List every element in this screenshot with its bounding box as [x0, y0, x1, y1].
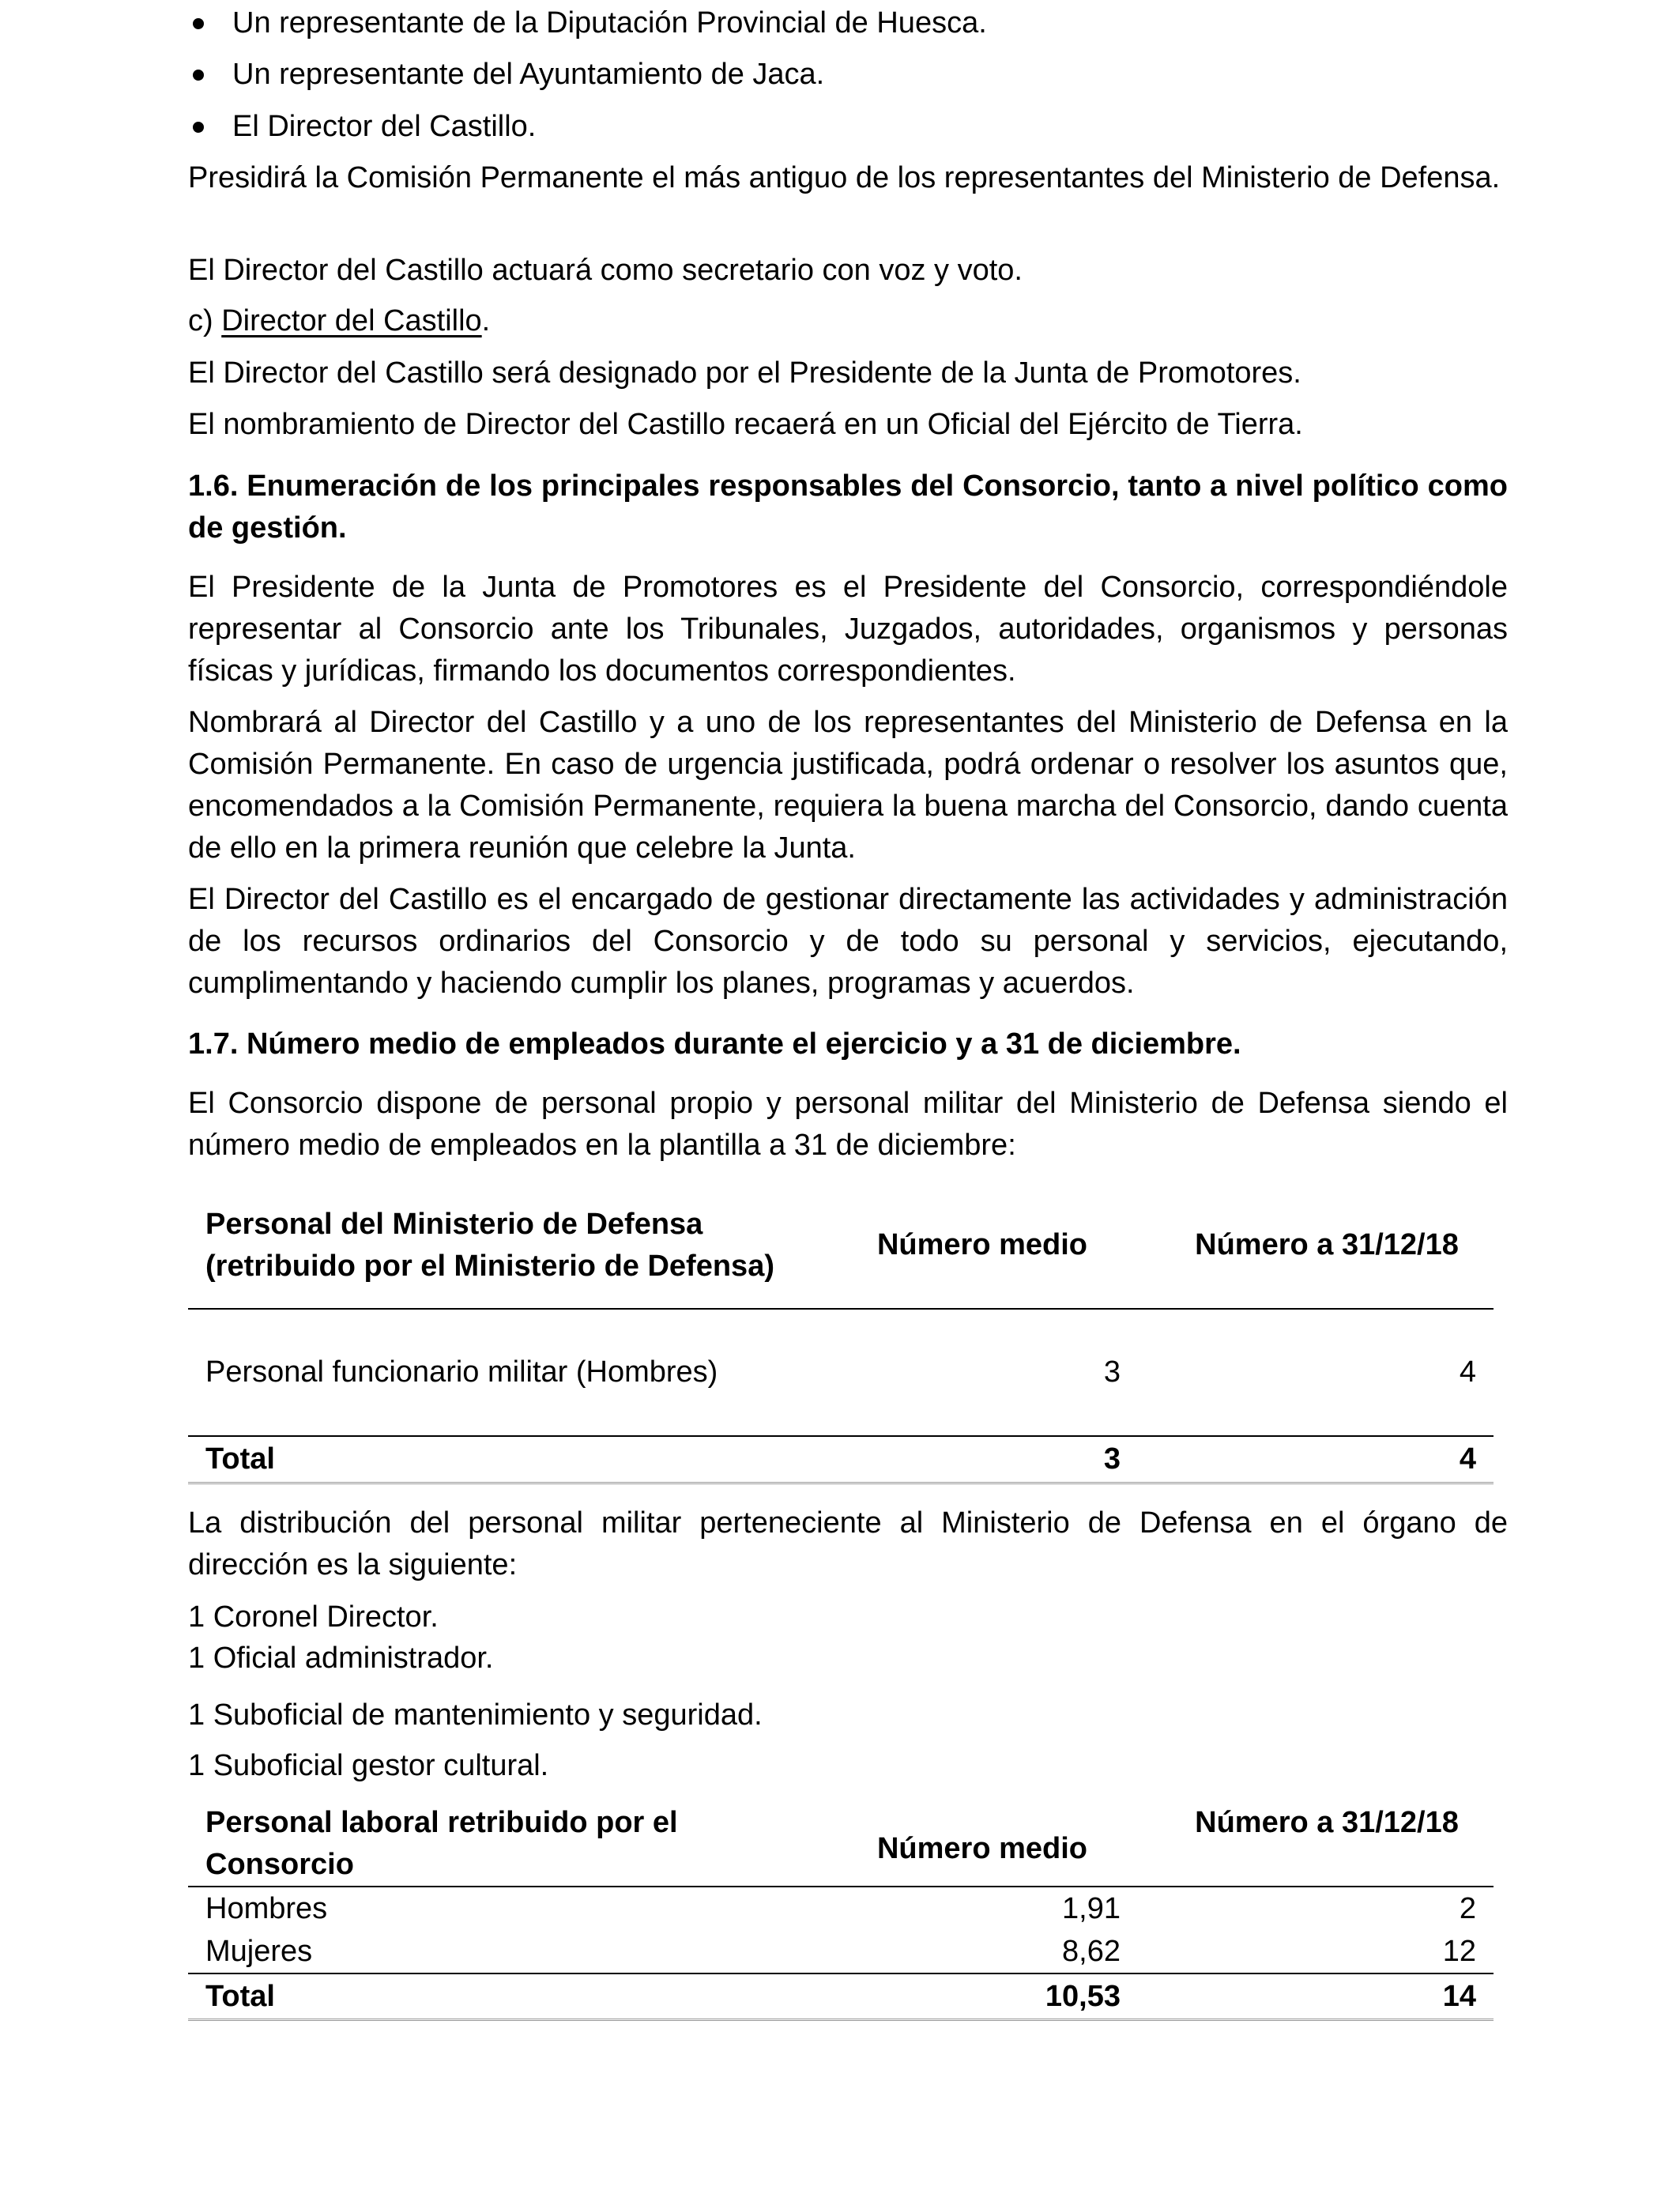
bullet-dot-icon	[193, 18, 204, 29]
column-header: Número medio	[804, 1802, 1160, 1887]
list-item: 1 Suboficial de mantenimiento y seguridad.	[188, 1698, 763, 1732]
director-heading: Director del Castillo	[221, 304, 482, 337]
paragraph: Presidirá la Comisión Permanente el más antiguo de los representantes del Ministerio de Defensa.	[188, 161, 1501, 194]
list-item: 1 Oficial administrador.	[188, 1642, 494, 1675]
paragraph: El Director del Castillo es el encargado de gestionar directamente las actividades y administración de los recursos ordinarios del Consorcio y de todo su personal y servicios, ejecutando, cumplimentando y haciendo cumplir los planes, programas y acuerdos.	[188, 883, 1508, 1000]
list-item: 1 Suboficial gestor cultural.	[188, 1749, 549, 1782]
bullet-dot-icon	[193, 70, 204, 81]
column-header: Número a 31/12/18	[1160, 1802, 1494, 1887]
section-heading-1-6: 1.6. Enumeración de los principales responsables del Consorcio, tanto a nivel político como de gestión.	[188, 469, 1508, 545]
column-header: Número medio	[804, 1182, 1160, 1309]
paragraph: El Director del Castillo actuará como secretario con voz y voto.	[188, 254, 1023, 287]
table-header-row	[188, 1182, 1494, 1309]
paragraph: El nombramiento de Director del Castillo recaerá en un Oficial del Ejército de Tierra.	[188, 408, 1303, 441]
table-total-row: Total 10,53 14	[188, 1973, 1494, 2020]
table-labor-staff	[188, 1802, 1494, 2021]
table-military-staff	[188, 1182, 1494, 1484]
section-heading-1-7: 1.7. Número medio de empleados durante el ejercicio y a 31 de diciembre.	[188, 1027, 1241, 1061]
paragraph: El Director del Castillo será designado por el Presidente de la Junta de Promotores.	[188, 356, 1301, 390]
column-header: Personal del Ministerio de Defensa (retribuido por el Ministerio de Defensa)	[188, 1182, 804, 1309]
table-row: Hombres 1,91 2	[205, 1891, 1476, 1925]
paragraph: Nombrará al Director del Castillo y a uno de los representantes del Ministerio de Defensa en la Comisión Permanente. En caso de urgencia justificada, podrá ordenar o resolver los asuntos que, encomendados a la Comisión Permanente, requiera la buena marcha del Consorcio, dando cuenta de ello en la primera reunión que celebre la Junta.	[188, 706, 1508, 865]
column-header: Personal laboral retribuido por el Consorcio	[188, 1802, 804, 1887]
bullet-dot-icon	[193, 122, 204, 133]
paragraph-director: c) Director del Castillo.	[188, 304, 491, 337]
table-row: Mujeres 8,62 12	[205, 1934, 1476, 1968]
paragraph: El Consorcio dispone de personal propio y personal militar del Ministerio de Defensa siendo el número medio de empleados en la plantilla a 31 de diciembre:	[188, 1087, 1508, 1162]
distribution-list	[188, 1596, 1508, 1679]
paragraph: El Presidente de la Junta de Promotores es el Presidente del Consorcio, correspondiéndole representar al Consorcio ante los Tribunales, Juzgados, autoridades, organismos y personas físicas y jurídicas, firmando los documentos correspondientes.	[188, 571, 1508, 688]
table-total-row: Total 3 4	[188, 1436, 1494, 1483]
table-row: Personal funcionario militar (Hombres) 3 4	[205, 1355, 1476, 1389]
paragraph: La distribución del personal militar perteneciente al Ministerio de Defensa en el órgano de dirección es la siguiente:	[188, 1506, 1508, 1581]
table-header-row	[188, 1802, 1494, 1887]
list-item: 1 Coronel Director.	[188, 1600, 439, 1634]
column-header: Número a 31/12/18	[1160, 1182, 1494, 1309]
